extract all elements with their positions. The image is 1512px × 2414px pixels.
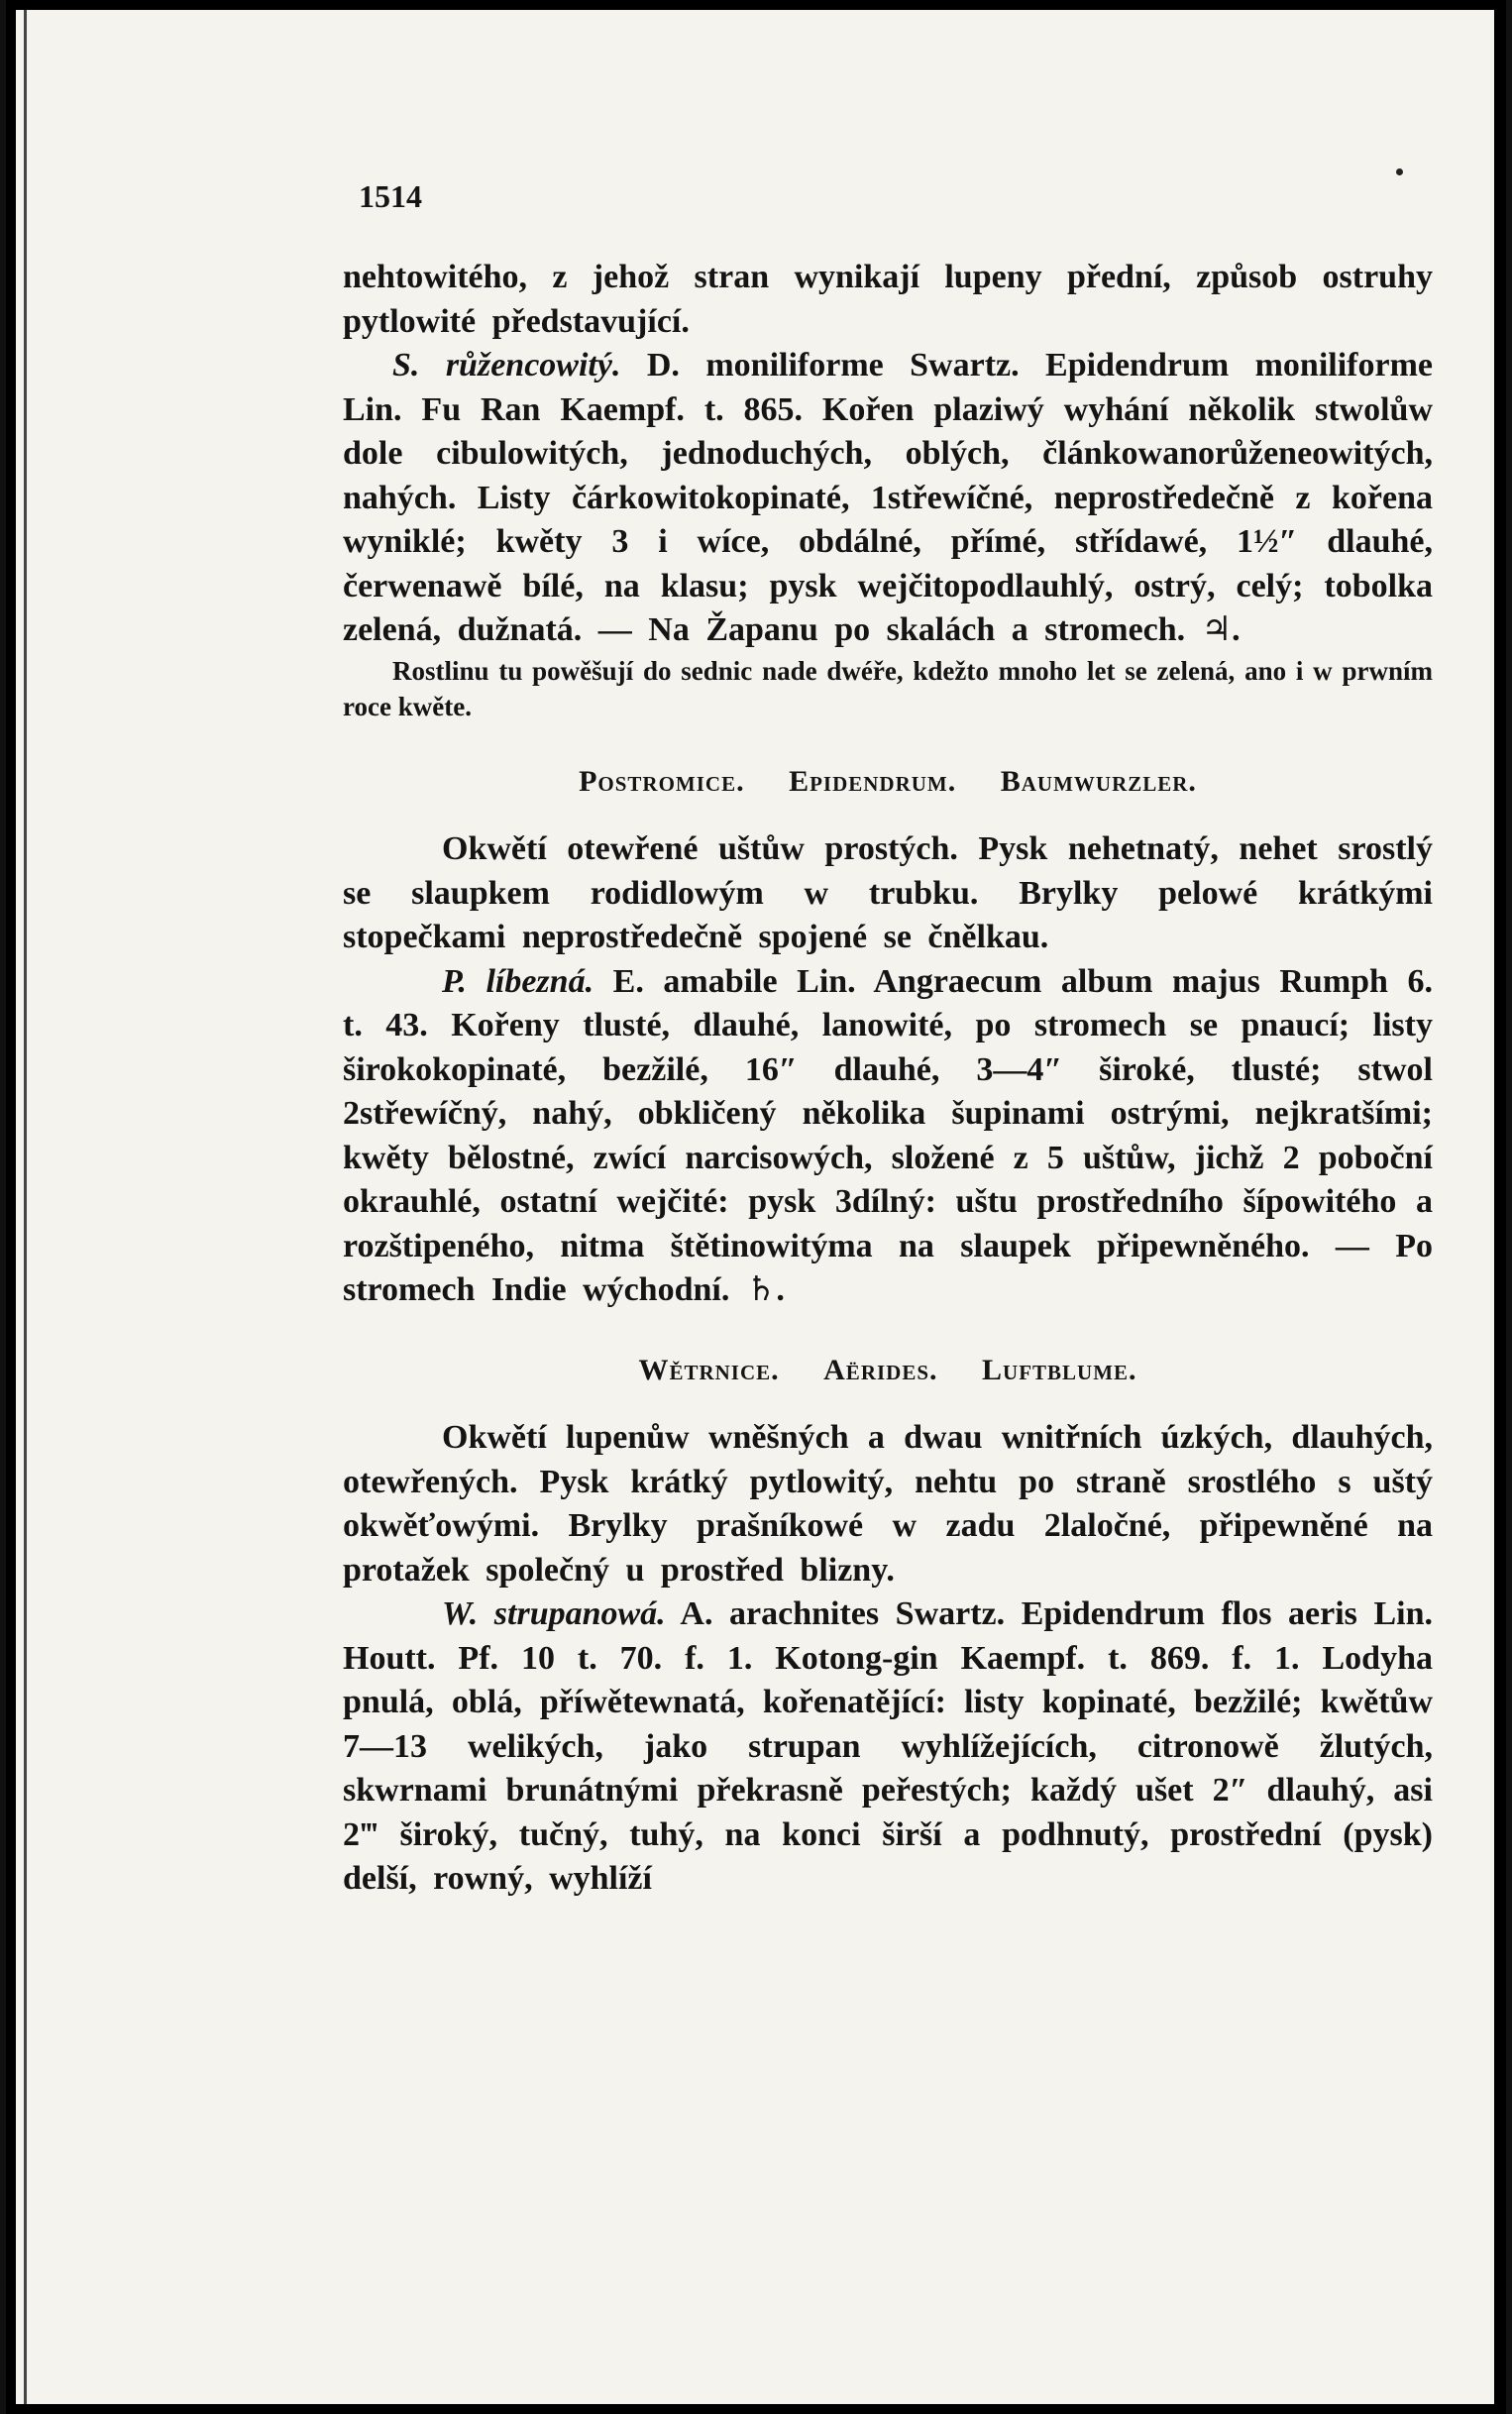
genus-description-aerides: Okwětí lupenůw wněšných a dwau wnitřních úzkých, dlauhých, otewřených. Pysk krátký pytlowitý, nehtu po straně srostlého s uštý okwěťowými. Brylky prašníkowé w zadu 2laločné, připewněné na protažek společný u prostřed blizny. bbox=[343, 1419, 1433, 1589]
heading-german: Baumwurzler. bbox=[1000, 764, 1197, 798]
section-heading-epidendrum bbox=[343, 760, 1433, 805]
species-entry-3 bbox=[343, 1592, 1433, 1902]
species-name-1: S. růžencowitý. bbox=[392, 347, 621, 384]
species-entry-2 bbox=[343, 960, 1433, 1313]
section-heading-aerides bbox=[343, 1349, 1433, 1393]
left-border bbox=[0, 0, 6, 2414]
species-description-2: E. amabile Lin. Angraecum album majus Rumph 6. t. 43. Kořeny tlusté, dlauhé, lanowité, po stromech se pnaucí; listy širokokopinaté, bezžilé, 16″ dlauhé, 3—4″ široké, tlusté; stwol 2střewíčný, nahý, obkličený několika šupinami ostrými, nejkratšími; kwěty bělostné, zwící narcisowých, složené z 5 uštůw, jichž 2 poboční okrauhlé, ostatní wejčité: pysk 3dílný: uštu prostředního šípowitého a rozštipeného, nitma štětinowitýma na slaupek připewněného. — Po stromech Indie wýchodní. ♄. bbox=[343, 962, 1434, 1308]
heading-latin: Aërides. bbox=[823, 1353, 938, 1386]
species-entry-1 bbox=[343, 344, 1433, 653]
right-border bbox=[1506, 0, 1512, 2414]
ink-dot bbox=[1396, 168, 1403, 175]
heading-czech: Wětrnice. bbox=[638, 1353, 780, 1386]
book-page bbox=[16, 10, 1494, 2404]
page-edge-line bbox=[24, 10, 27, 2404]
species-description-1: D. moniliforme Swartz. Epidendrum moniliforme Lin. Fu Ran Kaempf. t. 865. Kořen plaziwý wyhání několik stwolůw dole cibulowitých, jednoduchých, oblých, článkowanorůženeowitých, nahých. Listy čárkowitokopinaté, 1střewíčné, neprostředečně z kořena wyniklé; kwěty 3 i wíce, obdálné, přímé, střídawé, 1½″ dlauhé, čerwenawě bílé, na klasu; pysk wejčitopodlauhlý, ostrý, celý; tobolka zelená, dužnatá. — Na Žapanu po skalách a stromech. ♃. bbox=[343, 347, 1433, 648]
footnote-note: Rostlinu tu powěšují do sednic nade dwéře, kdežto mnoho let se zelená, ano i w prwním roce kwěte. bbox=[343, 655, 1433, 721]
species-description-3: A. arachnites Swartz. Epidendrum flos aeris Lin. Houtt. Pf. 10 t. 70. f. 1. Kotong-gin Kaempf. t. 869. f. 1. Lodyha pnulá, oblá, příwětewnatá, kořenatějící: listy kopinaté, bezžilé; kwětůw 7—13 welikých, jako strupan wyhlížejících, citronowě žlutých, skwrnami brunátnými překrasně peřestých; každý ušet 2″ dlauhý, asi 2‴ široký, tučný, tuhý, na konci širší a podhnutý, prostřední (pysk) delší, rowný, wyhlíží bbox=[343, 1595, 1433, 1897]
heading-latin: Epidendrum. bbox=[789, 764, 957, 798]
heading-german: Luftblume. bbox=[982, 1353, 1137, 1386]
species-name-2: P. líbezná. bbox=[442, 962, 594, 1000]
page-text bbox=[343, 256, 1433, 1902]
heading-czech: Postromice. bbox=[579, 764, 745, 798]
paragraph-continuation: nehtowitého, z jehož stran wynikají lupeny přední, způsob ostruhy pytlowité představující. bbox=[343, 259, 1433, 340]
genus-description-epidendrum: Okwětí otewřené uštůw prostých. Pysk nehetnatý, nehet srostlý se slaupkem rodidlowým w trubku. Brylky pelowé krátkými stopečkami neprostředečně spojené se čnělkau. bbox=[343, 830, 1433, 955]
species-name-3: W. strupanowá. bbox=[442, 1595, 666, 1632]
page-number: 1514 bbox=[359, 178, 422, 214]
